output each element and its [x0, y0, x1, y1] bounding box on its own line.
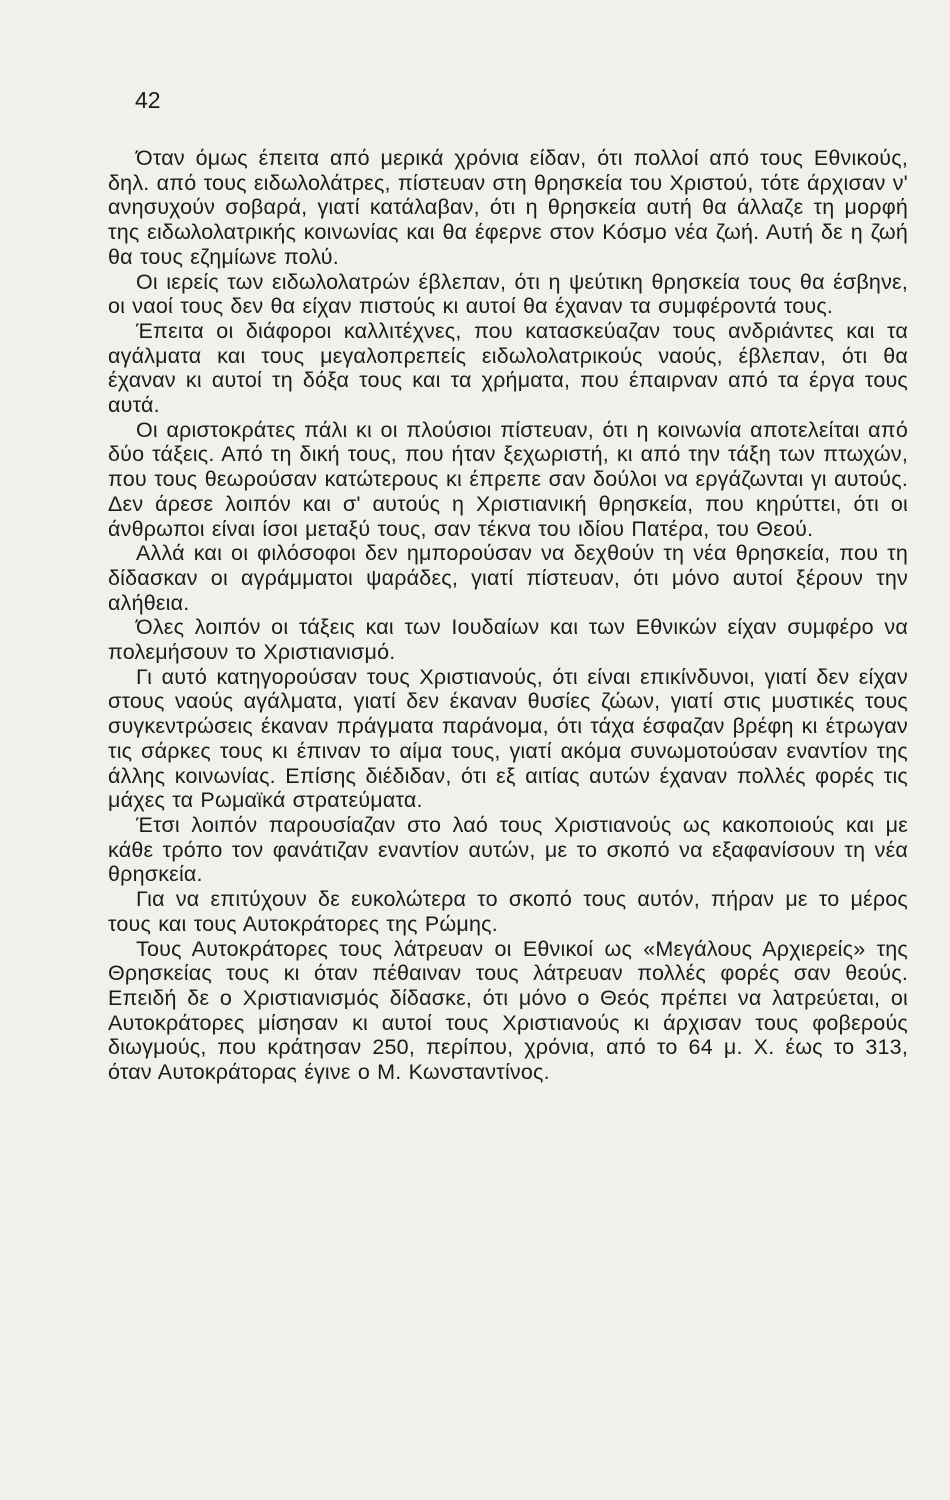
paragraph: Γι αυτό κατηγορούσαν τους Χριστιανούς, ότι είναι επικίνδυνοι, γιατί δεν είχαν στους ναούς αγάλματα, γιατί δεν έκαναν θυσίες ζώων, γιατί στις μυστικές τους συγκεντρώσεις έκαναν πράγματα παράνομα, ότι τάχα έσφαζαν βρέφη κι έτρωγαν τις σάρκες τους κι έπιναν το αίμα τους, γιατί ακόμα συνωμοτούσαν εναντίον της άλλης κοινωνίας. Επίσης διέδιδαν, ότι εξ αιτίας αυτών έχαναν πολλές φορές τις μάχες τα Ρωμαϊκά στρατεύματα.	[108, 664, 908, 813]
paragraph: Αλλά και οι φιλόσοφοι δεν ημπορούσαν να δεχθούν τη νέα θρησκεία, που τη δίδασκαν οι αγράμματοι ψαράδες, γιατί πίστευαν, ότι μόνο αυτοί ξέρουν την αλήθεια.	[108, 541, 908, 615]
page-number: 42	[135, 87, 161, 113]
paragraph: Έτσι λοιπόν παρουσίαζαν στο λαό τους Χριστιανούς ως κακοποιούς και με κάθε τρόπο τον φανάτιζαν εναντίον αυτών, με το σκοπό να εξαφανίσουν τη νέα θρησκεία.	[108, 812, 908, 887]
paragraph: Οι ιερείς των ειδωλολατρών έβλεπαν, ότι η ψεύτικη θρησκεία τους θα έσβηνε, οι ναοί τους δεν θα είχαν πιστούς κι αυτοί θα έχαναν τα συμφέροντά τους.	[108, 269, 908, 319]
paragraph: Όλες λοιπόν οι τάξεις και των Ιουδαίων και των Εθνικών είχαν συμφέρο να πολεμήσουν το Χριστιανισμό.	[108, 615, 908, 665]
paragraph: Έπειτα οι διάφοροι καλλιτέχνες, που κατασκεύαζαν τους ανδριάντες και τα αγάλματα και τους μεγαλοπρεπείς ειδωλολατρικούς ναούς, έβλεπαν, ότι θα έχαναν κι αυτοί τη δόξα τους και τα χρήματα, που έπαιρναν από τα έργα τους αυτά.	[108, 318, 908, 418]
paragraph: Τους Αυτοκράτορες τους λάτρευαν οι Εθνικοί ως «Μεγάλους Αρχιερείς» της Θρησκείας τους κι όταν πέθαιναν τους λάτρευαν πολλές φορές σαν θεούς. Επειδή δε ο Χριστιανισμός δίδασκε, ότι μόνο ο Θεός πρέπει να λατρεύεται, οι Αυτοκράτορες μίσησαν κι αυτοί τους Χριστιανούς κι άρχισαν τους φοβερούς διωγμούς, που κράτησαν 250, περίπου, χρόνια, από το 64 μ. Χ. έως το 313, όταν Αυτοκράτορας έγινε ο Μ. Κωνσταντίνος.	[108, 936, 908, 1085]
paragraph: Για να επιτύχουν δε ευκολώτερα το σκοπό τους αυτόν, πήραν με το μέρος τους και τους Αυτοκράτορες της Ρώμης.	[108, 887, 908, 936]
body-text	[108, 146, 908, 1085]
paragraph: Οι αριστοκράτες πάλι κι οι πλούσιοι πίστευαν, ότι η κοινωνία αποτελείται από δύο τάξεις. Από τη δική τους, που ήταν ξεχωριστή, κι από την τάξη των πτωχών, που τους θεωρούσαν κατώτερους κι έπρεπε σαν δούλοι να εργάζωνται γι αυτούς. Δεν άρεσε λοιπόν και σ' αυτούς η Χριστιανική θρησκεία, που κηρύττει, ότι οι άνθρωποι είναι ίσοι μεταξύ τους, σαν τέκνα του ιδίου Πατέρα, του Θεού.	[108, 417, 908, 541]
paragraph: Όταν όμως έπειτα από μερικά χρόνια είδαν, ότι πολλοί από τους Εθνικούς, δηλ. από τους ειδωλολάτρες, πίστευαν στη θρησκεία του Χριστού, τότε άρχισαν ν' ανησυχούν σοβαρά, γιατί κατάλαβαν, ότι η θρησκεία αυτή θα άλλαζε τη μορφή της ειδωλολατρικής κοινωνίας και θα έφερνε στον Κόσμο νέα ζωή. Αυτή δε η ζωή θα τους εζημίωνε πολύ.	[108, 146, 908, 269]
